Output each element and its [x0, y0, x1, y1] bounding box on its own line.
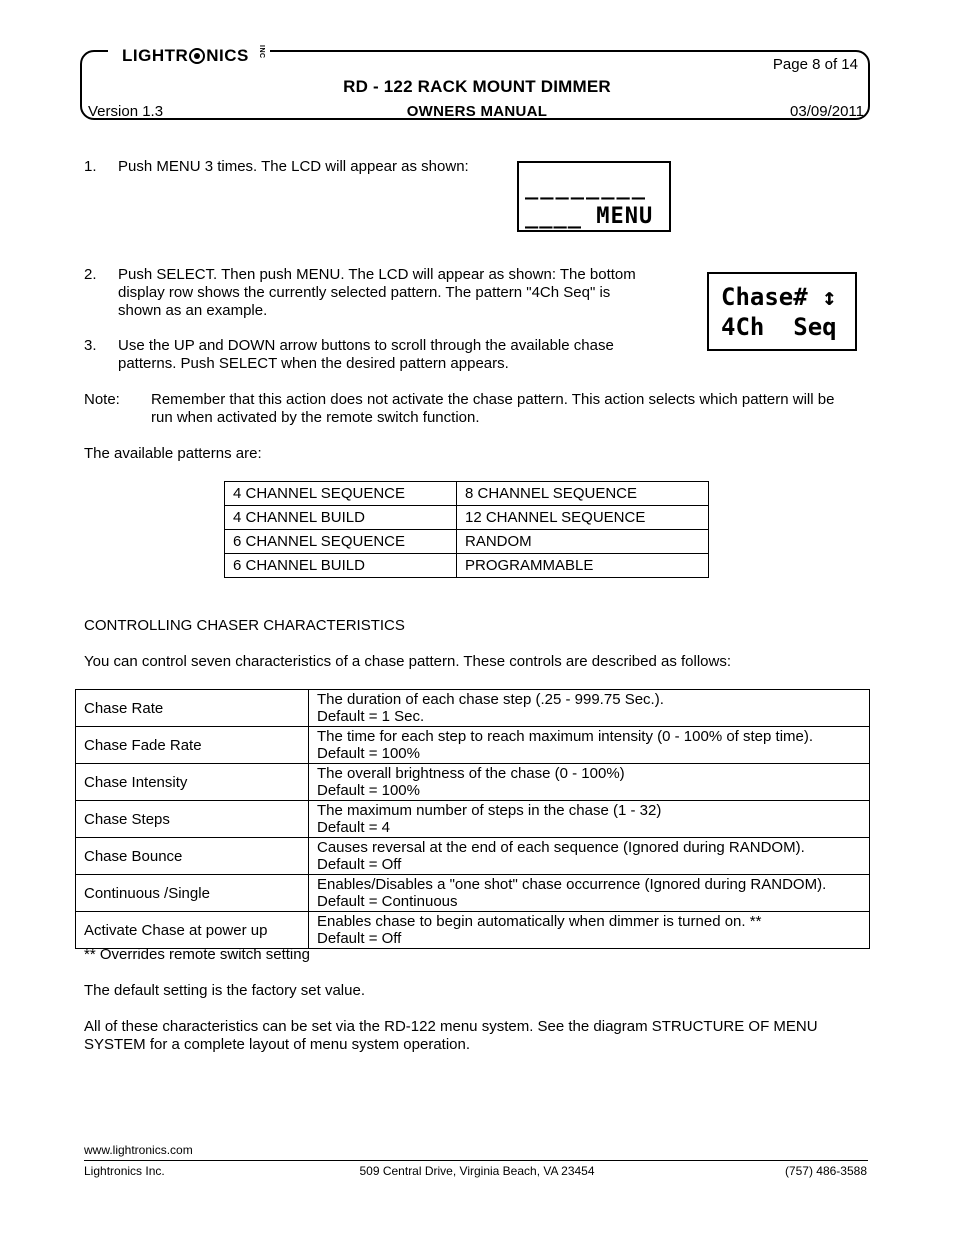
table-row	[76, 764, 870, 801]
table-cell: RANDOM	[457, 530, 709, 554]
table-row	[225, 506, 709, 530]
patterns-intro: The available patterns are:	[84, 445, 262, 462]
logo-text-post: NICS	[206, 46, 249, 65]
footer-company: Lightronics Inc.	[84, 1164, 165, 1178]
step-1-number: 1.	[84, 158, 97, 175]
default-text: Default = 4	[317, 819, 390, 836]
logo-inc: INC	[257, 45, 265, 59]
table-cell: 6 CHANNEL SEQUENCE	[225, 530, 457, 554]
table-row	[76, 801, 870, 838]
characteristic-name: Chase Bounce	[76, 838, 309, 875]
lcd-row-1: Chase# ↕	[721, 283, 837, 311]
table-cell: PROGRAMMABLE	[457, 554, 709, 578]
step-3-line-2: patterns. Push SELECT when the desired pattern appears.	[118, 355, 509, 372]
step-3-line-1: Use the UP and DOWN arrow buttons to scroll through the available chase	[118, 337, 614, 354]
characteristics-table	[75, 689, 870, 949]
characteristic-name: Chase Intensity	[76, 764, 309, 801]
section-heading: CONTROLLING CHASER CHARACTERISTICS	[84, 617, 405, 634]
description-text: The duration of each chase step (.25 - 999.75 Sec.).	[317, 691, 664, 708]
characteristic-name: Continuous /Single	[76, 875, 309, 912]
characteristic-description	[309, 875, 870, 912]
step-1-text: Push MENU 3 times. The LCD will appear as shown:	[118, 158, 469, 175]
logo-text-pre: LIGHTR	[122, 46, 189, 65]
step-3-number: 3.	[84, 337, 97, 354]
footer-phone: (757) 486-3588	[784, 1164, 867, 1178]
table-cell: 6 CHANNEL BUILD	[225, 554, 457, 578]
default-text: Default = 1 Sec.	[317, 708, 425, 725]
table-row	[76, 838, 870, 875]
manual-label: OWNERS MANUAL	[406, 103, 548, 120]
default-text: Default = Off	[317, 856, 402, 873]
step-2-line-1: Push SELECT. Then push MENU. The LCD will appear as shown: The bottom	[118, 266, 636, 283]
patterns-table	[224, 481, 709, 578]
lcd-row-2: ____ MENU	[525, 204, 654, 229]
lcd-display-chase	[707, 272, 857, 351]
document-date: 03/09/2011	[790, 103, 864, 120]
lcd-display-menu	[517, 161, 671, 232]
characteristic-description	[309, 838, 870, 875]
closing-line-2: SYSTEM for a complete layout of menu system operation.	[84, 1036, 471, 1053]
characteristic-name: Chase Fade Rate	[76, 727, 309, 764]
default-note: The default setting is the factory set value.	[84, 982, 365, 999]
default-text: Default = 100%	[317, 745, 420, 762]
default-text: Default = Continuous	[317, 893, 458, 910]
description-text: Causes reversal at the end of each sequence (Ignored during RANDOM).	[317, 839, 805, 856]
step-2-line-2: display row shows the currently selected pattern. The pattern "4Ch Seq" is	[118, 284, 611, 301]
company-logo	[122, 45, 272, 67]
description-text: Enables chase to begin automatically when dimmer is turned on. **	[317, 913, 762, 930]
table-cell: 4 CHANNEL BUILD	[225, 506, 457, 530]
page-number: Page 8 of 14	[772, 56, 858, 73]
description-text: The time for each step to reach maximum intensity (0 - 100% of step time).	[317, 728, 814, 745]
table-cell: 4 CHANNEL SEQUENCE	[225, 482, 457, 506]
note-line-1: Remember that this action does not activate the chase pattern. This action selects which pattern will be	[151, 391, 835, 408]
default-text: Default = 100%	[317, 782, 420, 799]
lcd-row-2: 4Ch Seq	[721, 313, 837, 341]
characteristic-name: Activate Chase at power up	[76, 912, 309, 949]
characteristic-name: Chase Steps	[76, 801, 309, 838]
characteristic-description	[309, 690, 870, 727]
description-text: Enables/Disables a "one shot" chase occurrence (Ignored during RANDOM).	[317, 876, 827, 893]
closing-line-1: All of these characteristics can be set via the RD-122 menu system. See the diagram STRUCTURE OF MENU	[84, 1018, 818, 1035]
footer-divider	[84, 1160, 868, 1161]
table-row	[76, 727, 870, 764]
characteristic-description	[309, 912, 870, 949]
footnote: ** Overrides remote switch setting	[84, 946, 310, 963]
table-row	[76, 690, 870, 727]
description-text: The overall brightness of the chase (0 - 100%)	[317, 765, 625, 782]
version-label: Version 1.3	[88, 103, 164, 120]
note-line-2: run when activated by the remote switch function.	[151, 409, 480, 426]
default-text: Default = Off	[317, 930, 402, 947]
step-2-line-3: shown as an example.	[118, 302, 268, 319]
lcd-row-1: ________	[525, 175, 647, 200]
footer-url[interactable]: www.lightronics.com	[84, 1143, 193, 1157]
document-title: RD - 122 RACK MOUNT DIMMER	[343, 77, 611, 96]
description-text: The maximum number of steps in the chase (1 - 32)	[317, 802, 662, 819]
footer-address: 509 Central Drive, Virginia Beach, VA 23454	[359, 1164, 595, 1178]
table-row	[76, 875, 870, 912]
logo-ring-icon	[189, 48, 205, 64]
note-label: Note:	[84, 391, 120, 408]
table-row	[225, 482, 709, 506]
characteristic-name: Chase Rate	[76, 690, 309, 727]
table-cell: 8 CHANNEL SEQUENCE	[457, 482, 709, 506]
characteristic-description	[309, 801, 870, 838]
table-row	[225, 554, 709, 578]
section-intro: You can control seven characteristics of a chase pattern. These controls are described as follows:	[84, 653, 732, 670]
step-2-number: 2.	[84, 266, 97, 283]
table-row	[225, 530, 709, 554]
table-row	[76, 912, 870, 949]
table-cell: 12 CHANNEL SEQUENCE	[457, 506, 709, 530]
characteristic-description	[309, 764, 870, 801]
characteristic-description	[309, 727, 870, 764]
